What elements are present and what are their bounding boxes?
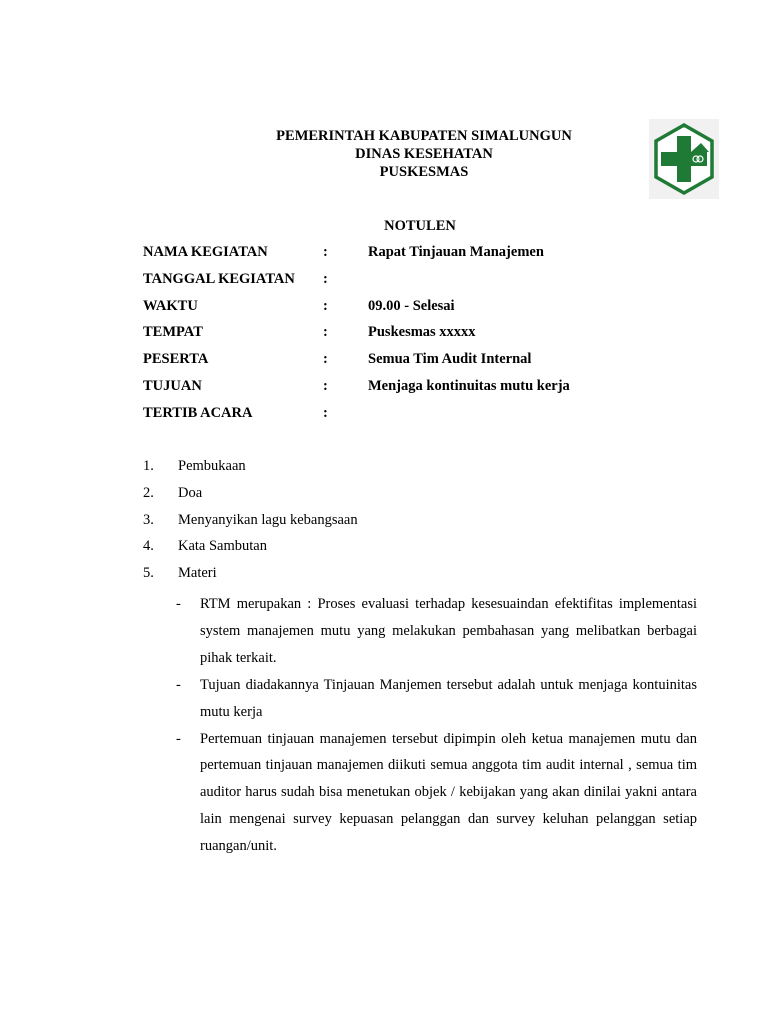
materi-bullet (176, 726, 697, 861)
agenda-item (143, 484, 703, 511)
info-colon: : (323, 297, 328, 314)
puskesmas-logo-icon (649, 119, 719, 199)
agenda-text: Pembukaan (178, 458, 246, 474)
materi-bullet-list (176, 591, 697, 860)
activity-info-table (143, 243, 703, 431)
info-label: TANGGAL KEGIATAN (143, 270, 295, 287)
info-row (143, 377, 703, 404)
agenda-number: 5. (143, 565, 154, 582)
bullet-dash: - (176, 596, 181, 612)
info-label: TERTIB ACARA (143, 404, 253, 421)
agenda-number: 2. (143, 484, 154, 501)
info-row (143, 297, 703, 324)
agenda-number: 4. (143, 538, 154, 555)
materi-bullet (176, 591, 697, 672)
info-row (143, 404, 703, 431)
info-row (143, 323, 703, 350)
letterhead (224, 127, 624, 181)
agenda-list (143, 457, 703, 591)
bullet-text: Pertemuan tinjauan manajemen tersebut dipimpin oleh ketua manajemen mutu dan pertemuan tinjauan manajemen diikuti semua anggota tim audit internal , semua tim auditor harus sudah bisa menetukan objek / kebijakan yang akan dinilai yakni antara lain mengenai survey kepuasan pelanggan dan survey keluhan pelanggan setiap ruangan/unit. (200, 730, 697, 855)
bullet-text: RTM merupakan : Proses evaluasi terhadap kesesuaindan efektifitas implementasi system manajemen mutu yang melakukan pembahasan yang melibatkan berbagai pihak terkait. (200, 596, 697, 666)
info-row (143, 270, 703, 297)
agenda-item (143, 537, 703, 564)
info-label: PESERTA (143, 351, 209, 368)
letterhead-line-1: PEMERINTAH KABUPATEN SIMALUNGUN (276, 128, 572, 144)
info-value: 09.00 - Selesai (368, 297, 455, 314)
info-colon: : (323, 404, 328, 421)
agenda-item (143, 457, 703, 484)
info-value: Puskesmas xxxxx (368, 324, 476, 341)
info-colon: : (323, 351, 328, 368)
info-label: NAMA KEGIATAN (143, 244, 268, 260)
agenda-item (143, 511, 703, 538)
info-label: TUJUAN (143, 377, 202, 394)
info-colon: : (323, 324, 328, 341)
letterhead-line-2: DINAS KESEHATAN (355, 146, 493, 162)
info-value: Semua Tim Audit Internal (368, 351, 532, 368)
agenda-item (143, 564, 703, 591)
info-colon: : (323, 244, 328, 260)
info-colon: : (323, 270, 328, 287)
agenda-text: Materi (178, 565, 217, 582)
agenda-number: 1. (143, 458, 154, 474)
document-title: NOTULEN (384, 218, 456, 234)
info-row (143, 350, 703, 377)
agenda-text: Kata Sambutan (178, 538, 267, 555)
agenda-text: Menyanyikan lagu kebangsaan (178, 511, 358, 528)
bullet-text: Tujuan diadakannya Tinjauan Manjemen tersebut adalah untuk menjaga kontuinitas mutu kerja (200, 676, 697, 720)
bullet-dash: - (176, 676, 181, 693)
letterhead-line-3: PUSKESMAS (379, 164, 469, 180)
info-row (143, 243, 703, 270)
info-label: TEMPAT (143, 324, 203, 341)
info-value: Menjaga kontinuitas mutu kerja (368, 377, 570, 394)
agenda-text: Doa (178, 484, 203, 501)
agenda-number: 3. (143, 511, 154, 528)
info-value: Rapat Tinjauan Manajemen (368, 244, 544, 260)
bullet-dash: - (176, 730, 181, 747)
info-label: WAKTU (143, 297, 198, 314)
materi-bullet (176, 672, 697, 726)
info-colon: : (323, 377, 328, 394)
